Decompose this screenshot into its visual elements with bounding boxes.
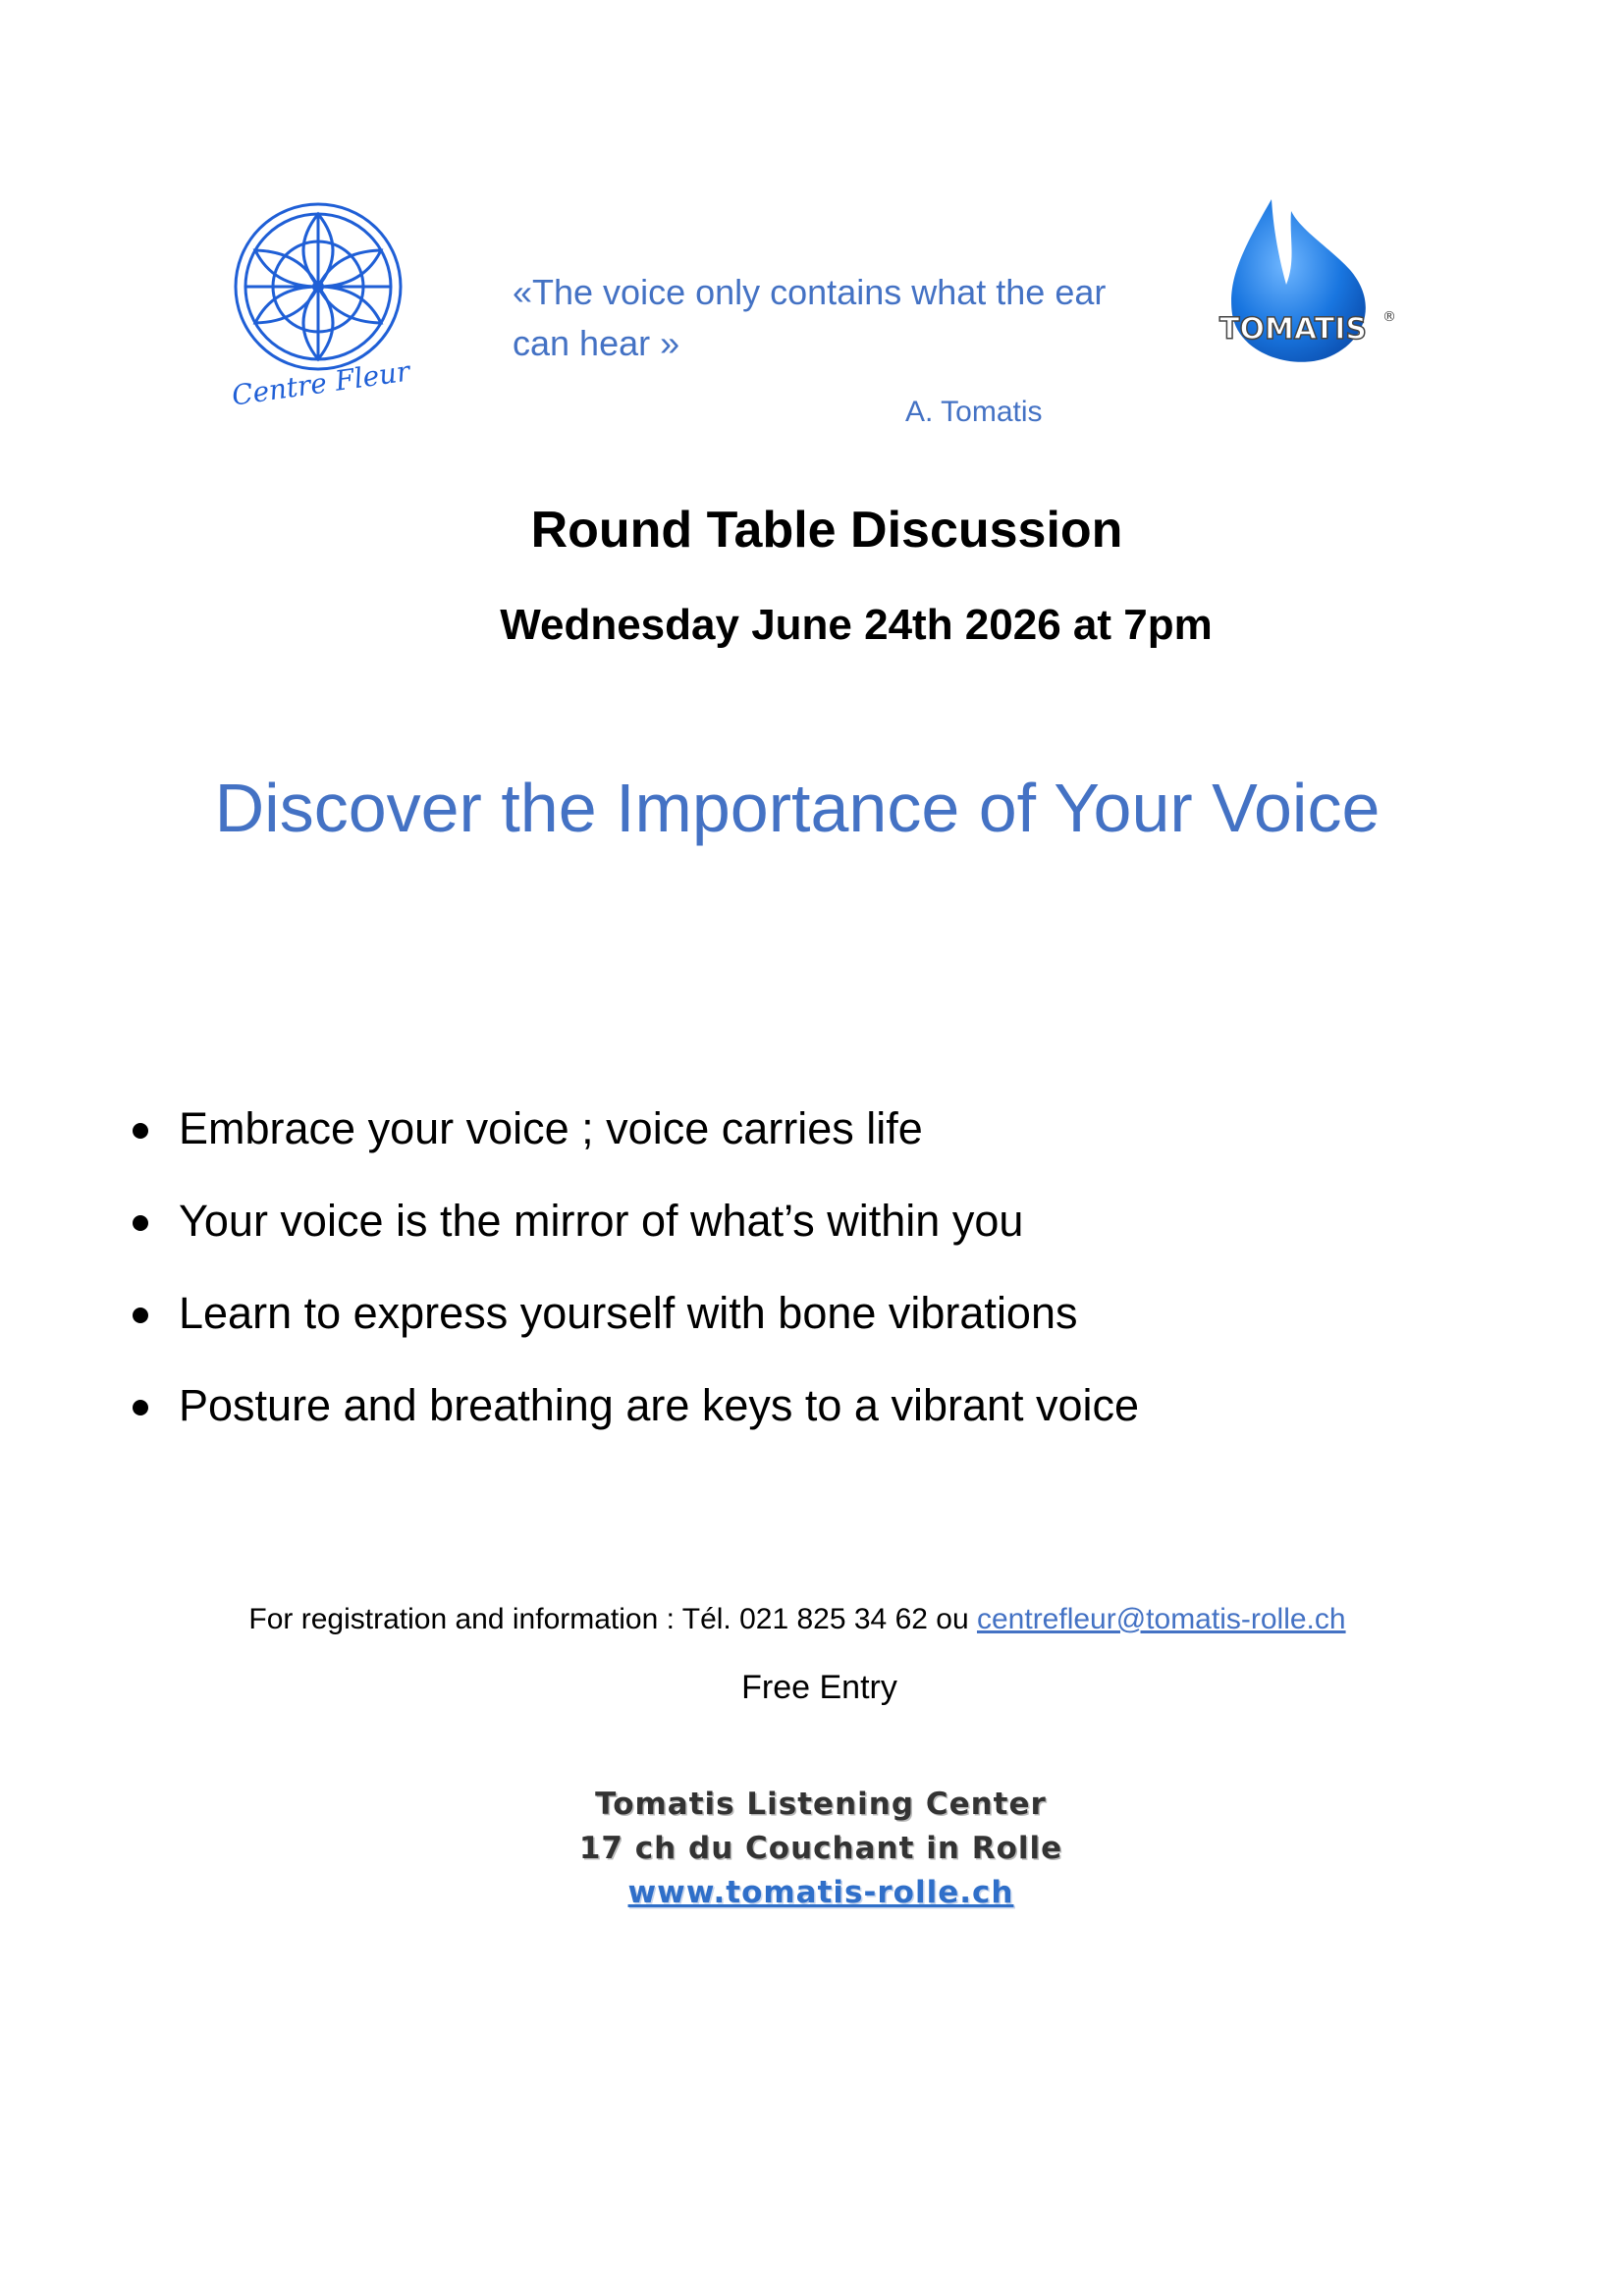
bullet-icon [133,1123,148,1139]
quote-author: A. Tomatis [905,396,1043,428]
tomatis-logo [1203,191,1399,373]
bullet-icon [133,1215,148,1231]
centre-fleur-logo-text: Centre Fleur [230,354,412,412]
free-entry: Free Entry [741,1669,897,1706]
quote-text: «The voice only contains what the ear can hear » [513,272,1107,363]
registration-text: For registration and information : Tél. 021 825 34 62 ou [248,1603,977,1635]
center-address: 17 ch du Couchant in Rolle [578,1831,1063,1866]
registration-info [0,1603,1624,1636]
list-item [128,1376,1139,1468]
center-name: Tomatis Listening Center [595,1787,1047,1822]
bullet-text: Posture and breathing are keys to a vibrant voice [179,1380,1140,1430]
list-item [128,1192,1139,1284]
list-item [128,1099,1139,1192]
centre-fleur-logo [224,196,430,417]
bullet-icon [133,1400,148,1415]
bullet-text: Embrace your voice ; voice carries life [179,1103,923,1153]
bullet-text: Your voice is the mirror of what’s within you [179,1196,1024,1246]
bullet-icon [133,1308,148,1323]
headline: Discover the Importance of Your Voice [214,770,1380,846]
bullet-text: Learn to express yourself with bone vibrations [179,1288,1078,1338]
centre-fleur-logo-icon [224,196,430,417]
tomatis-drop-icon [1203,191,1399,373]
website-link[interactable]: www.tomatis-rolle.ch [627,1875,1014,1910]
tomatis-logo-text: TOMATIS [1219,312,1367,347]
event-date: Wednesday June 24th 2026 at 7pm [500,601,1213,649]
email-link[interactable]: centrefleur@tomatis-rolle.ch [976,1603,1346,1635]
event-title: Round Table Discussion [530,502,1123,559]
registered-mark: ® [1382,309,1396,325]
bullet-list [128,1099,1139,1468]
list-item [128,1284,1139,1376]
